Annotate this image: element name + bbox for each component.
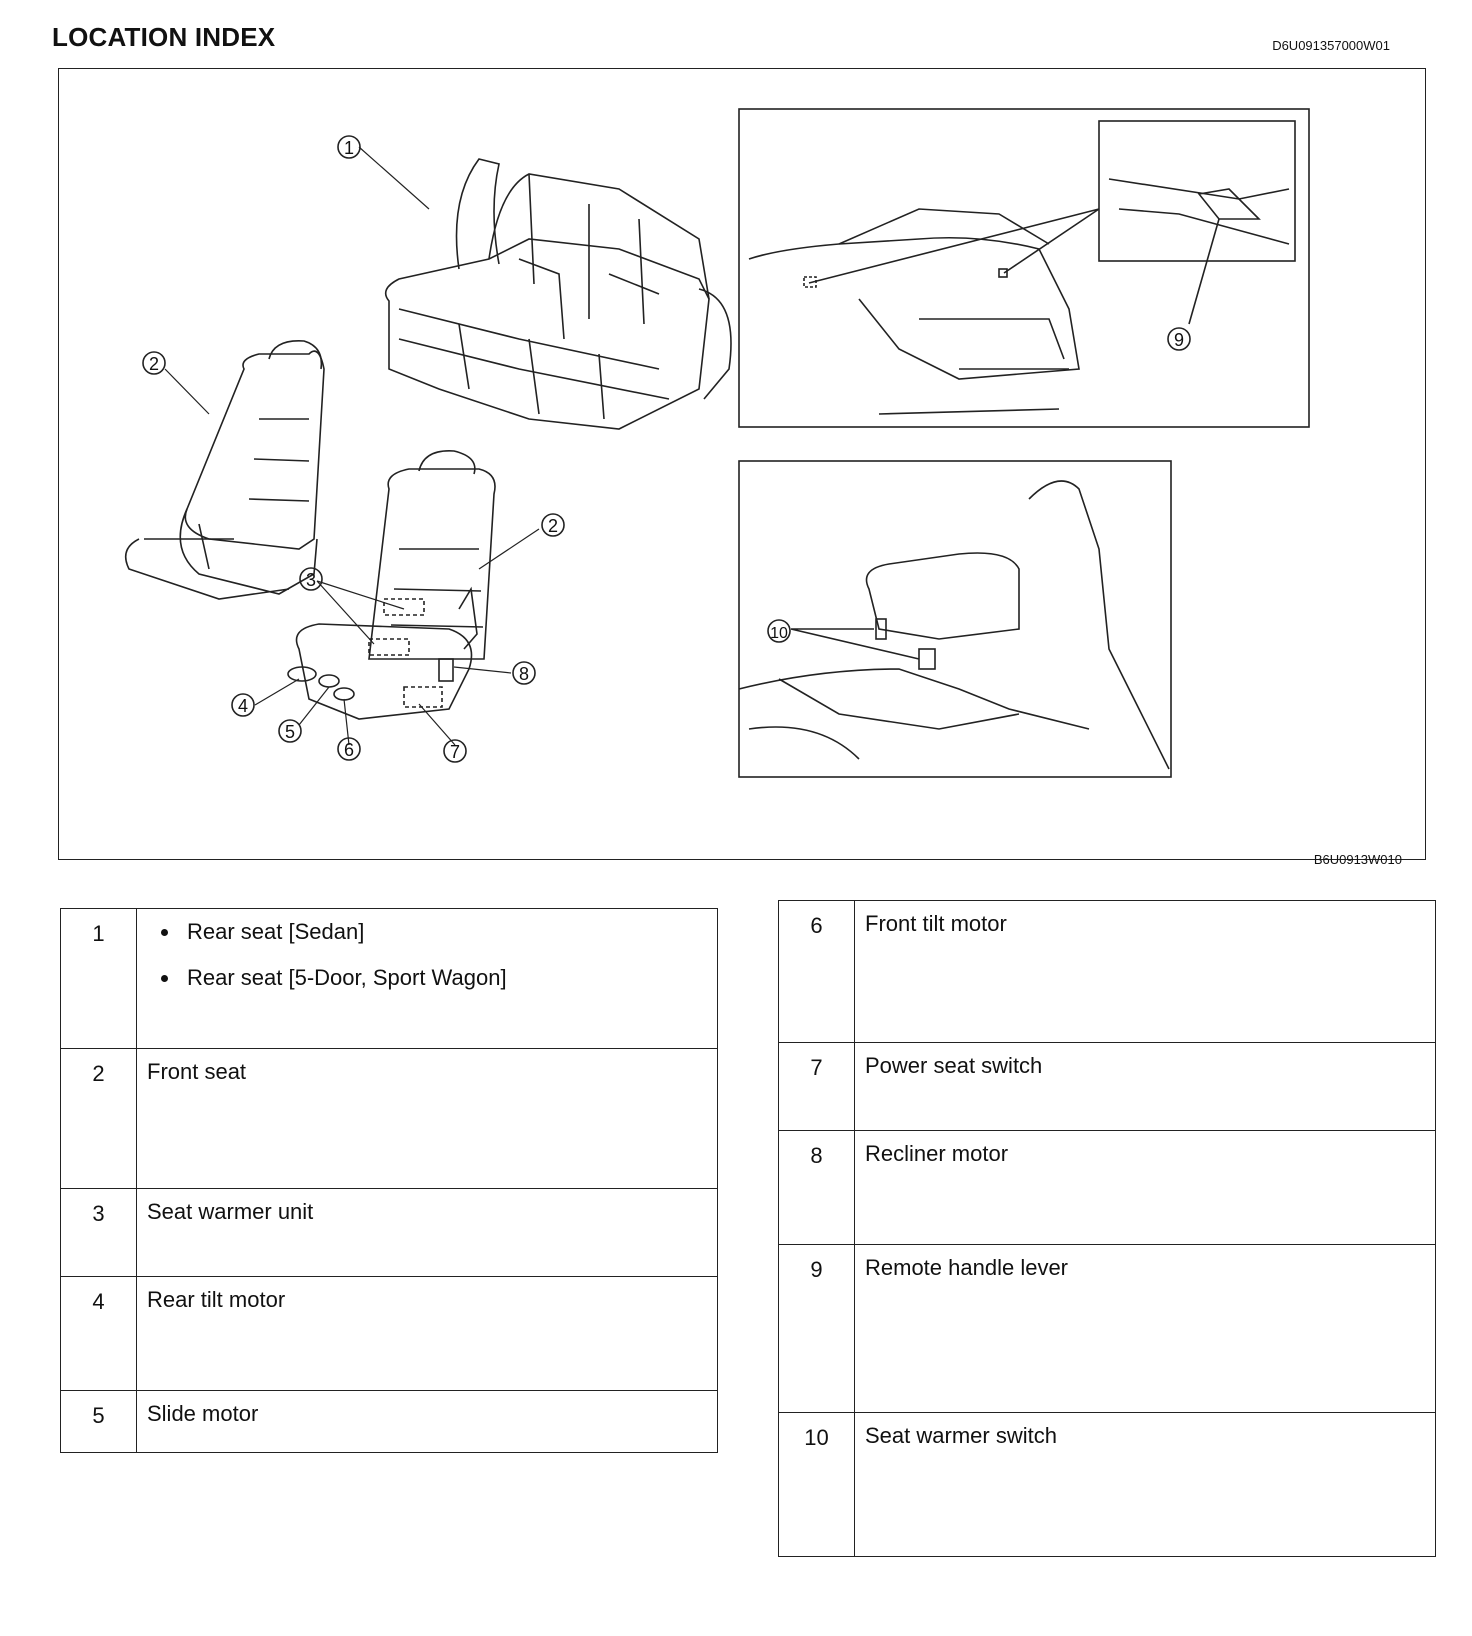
- figure-drawing: [59, 69, 1427, 861]
- table-row: [779, 901, 1436, 1043]
- item-description: Recliner motor: [855, 1131, 1436, 1245]
- front-seat-right-drawing: [288, 451, 495, 719]
- table-row: [779, 1413, 1436, 1557]
- item-number: 7: [779, 1043, 855, 1131]
- table-row: [61, 1189, 718, 1277]
- page-title: LOCATION INDEX: [52, 22, 276, 52]
- item-number: 1: [61, 909, 137, 1049]
- item-number: 3: [61, 1189, 137, 1277]
- item-description: Front seat: [137, 1049, 718, 1189]
- callout-2-left: 2: [148, 354, 160, 374]
- bullet-item: • Rear seat [5-Door, Sport Wagon]: [181, 965, 717, 991]
- callout-7: 7: [449, 742, 461, 762]
- item-number: 5: [61, 1391, 137, 1453]
- rear-seat-drawing: [386, 159, 731, 429]
- item-description: Seat warmer unit: [137, 1189, 718, 1277]
- table-row: [779, 1131, 1436, 1245]
- item-description: Power seat switch: [855, 1043, 1436, 1131]
- item-number: 10: [779, 1413, 855, 1557]
- callout-1: 1: [343, 138, 355, 158]
- console-inset: [739, 461, 1171, 777]
- callout-6: 6: [343, 740, 355, 760]
- location-figure: [58, 68, 1426, 860]
- table-row: [779, 1245, 1436, 1413]
- item-description: Remote handle lever: [855, 1245, 1436, 1413]
- bullet-item: • Rear seat [Sedan]: [181, 919, 717, 945]
- location-table-right: [778, 900, 1436, 1557]
- callout-leaders: [165, 147, 539, 745]
- table-row: [61, 1049, 718, 1189]
- item-description: Seat warmer switch: [855, 1413, 1436, 1557]
- item-number: 8: [779, 1131, 855, 1245]
- item-number: 4: [61, 1277, 137, 1391]
- front-seat-left-drawing: [126, 341, 324, 599]
- callout-9: 9: [1173, 330, 1185, 350]
- callout-3: 3: [305, 570, 317, 590]
- callout-markers: [143, 136, 564, 762]
- item-description: Rear tilt motor: [137, 1277, 718, 1391]
- trunk-inset: [739, 109, 1309, 427]
- figure-code: B6U0913W010: [1313, 852, 1402, 867]
- table-row: [779, 1043, 1436, 1131]
- callout-8: 8: [518, 664, 530, 684]
- item-description: Slide motor: [137, 1391, 718, 1453]
- table-row: [61, 1277, 718, 1391]
- callout-10: 10: [770, 625, 788, 642]
- item-description: Front tilt motor: [855, 901, 1436, 1043]
- location-table-left: [60, 908, 718, 1453]
- callout-5: 5: [284, 722, 296, 742]
- table-row: [61, 909, 718, 1049]
- item-number: 9: [779, 1245, 855, 1413]
- callout-4: 4: [237, 696, 249, 716]
- item-description: [137, 909, 718, 1049]
- document-code: D6U091357000W01: [1272, 38, 1390, 53]
- callout-2-right: 2: [547, 516, 559, 536]
- item-number: 2: [61, 1049, 137, 1189]
- item-number: 6: [779, 901, 855, 1043]
- table-row: [61, 1391, 718, 1453]
